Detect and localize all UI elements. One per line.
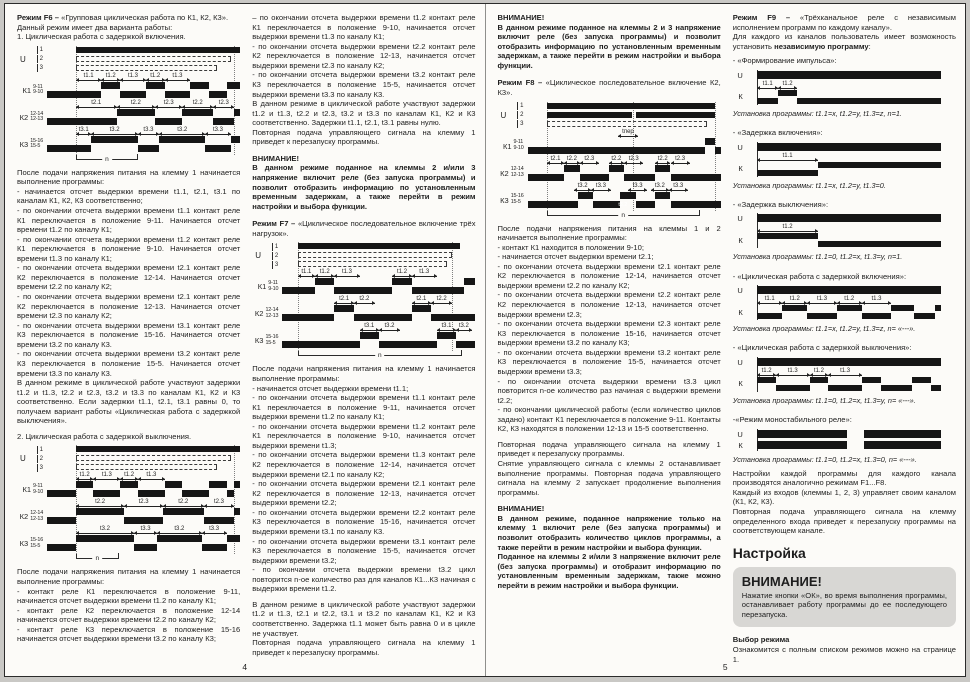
- paragraph: - по окончании отсчета выдержки времени t2.2 контакт реле К2 переключается в положение 12-13, начинается отсчет выдержки времени t2.3;: [497, 290, 721, 319]
- attention-body: [498, 514, 721, 591]
- f6-timing-diagram-2: 1 U 2 3 t1.2 t1.3 t1.2 t1.3 К1 9-11 9-10 t2.2 t2.3 t2.2 t2.3 К2 12-14 12-13 t3.2 t3.3 t3.2 t3.3 К3 15-16 15-5 n: [17, 445, 240, 563]
- f9-program-monostable: [733, 415, 956, 469]
- paragraph: После подачи напряжения питания на клемму 1 начинается выполнение программы:: [252, 364, 476, 383]
- paragraph: - по окончании отсчета выдержки времени t3.1 контакт реле К3 переключается в положение 15-5, начинается отсчет выдержки времени t3.2;: [252, 536, 476, 565]
- f6-variant-2-label: 2. Циклическая работа с задержкой выключения.: [17, 431, 192, 441]
- f9-closing: [733, 469, 956, 536]
- f9-program-label: -«Режим моностабильного реле»:: [732, 415, 852, 424]
- paragraph: Повторная подача управляющего сигнала на клемму 1 приведет к перезапуску программы.: [497, 439, 721, 459]
- f9-program-caption: Установка программы: t1.1=0, t1.2=x, t1.3=y, n= «---».: [732, 395, 916, 405]
- paragraph: - по окончании отсчета выдержки времени t3.3 цикл повторится n-ое количество раз начиная с выдержки времени t2.2;: [497, 376, 721, 405]
- f9-intro: Для каждого из каналов пользователь имеет возможность установить независимую программу:: [732, 32, 956, 51]
- column-f7: [252, 13, 475, 660]
- f9-title: Режим F9 – «Трёхканальное реле с независимым исполнением программ по каждому каналу».: [732, 13, 956, 32]
- f6-subtitle: Данный режим имеет два варианта работы:: [17, 22, 173, 32]
- paragraph: Настройки каждой программы для каждого канала производятся аналогично режимам F1...F8.: [732, 468, 956, 488]
- paragraph: - начинается отсчет выдержки времени t1.1, t2.1, t3.1 по каналам К1, К2, К3 соответственно;: [17, 186, 241, 206]
- paragraph: - по окончании отсчета выдержки времени t2.1 контакт реле К2 переключается в положение 12-13. Начинается отсчет времени t2.3 по каналу К2;: [17, 292, 241, 321]
- attention-block-3: [498, 504, 721, 590]
- paragraph: - по окончании отсчета выдержки времени t2.1 контакт реле К2 переключается в положение 12-14, начинается отсчет выдержки времени t2.2 по каналу К2;: [497, 261, 721, 290]
- f9-diagram-cyclic-on: U t1.1 t1.2 t1.3 t1.2 t1.3 К: [733, 285, 956, 320]
- page-5: [486, 4, 966, 676]
- page-4: [5, 4, 485, 676]
- f9-program-label: - «Задержка выключения»:: [732, 199, 829, 209]
- f9-program-cyclic-off: [733, 343, 956, 410]
- paragraph: - начинается отсчет выдержки времени t2.1;: [497, 252, 654, 262]
- page-number-5: 5: [722, 662, 728, 672]
- f6-body-2: [17, 567, 240, 644]
- attention-title: ВНИМАНИЕ!: [497, 13, 545, 22]
- warning-body: Нажатие кнопки «ОК», во время выполнения программы, останавливает работу программы до ее последующего перезапуска.: [741, 590, 947, 619]
- f9-program-caption: Установка программы: t1.1=x, t1.2=y, t1.3=z, n= «---».: [732, 324, 916, 334]
- f6-body-1: [17, 168, 240, 426]
- f7-timing-diagram: 1 U 2 3 t1.1 t1.2 t1.3 t1.2 t1.3 К1 9-11 9-10 t2.1 t2.2 t2.1 t2.2 К2 12-14 12-13 t3.1 t3.2 t3.1 t3.2 К3 15-16 15-5 n: [252, 242, 475, 360]
- paragraph: - по окончании отсчета выдержки времени t1.3 контакт реле К2 переключается в положение 12-14, начинается отсчет выдержки времени t2.1 по каналу К2;: [252, 450, 476, 479]
- paragraph: - по окончании отсчета выдержки времени t3.1 контакт реле К3 переключается в положение 15-16. Начинается отсчет времени t3.2 по каналу К3.: [17, 320, 241, 349]
- settings-warning-box: [733, 567, 956, 628]
- paragraph: После подачи напряжения питания на клемму 1 начинается выполнение программы:: [17, 167, 241, 187]
- f6-timing-diagram-1: 1 U 2 3 t1.1 t1.2 t1.3 t1.2 t1.3 К1 9-11 9-10 t2.1 t2.2 t2.3 t2.2 t2.3 К2 12-14 12-13 t3.1 t3.2 t3.3 t3.2 t3.3 К3 15-16 15-5 n: [17, 46, 240, 164]
- paragraph: – по окончании отсчета выдержки времени t1.2 контакт реле К1 переключается в положение 9-10, начинается отсчет выдержки времени t1.3 по каналу К1;: [252, 13, 476, 42]
- f9-program-caption: Установка программы: t1.1=0, t1.2=x, t1.3=0, n= «---».: [732, 454, 917, 464]
- paragraph: - по окончании отсчета выдержки времени t1.2 контакт реле К1 переключается в положение 9-10. Начинается отсчет времени t1.3 по каналу К1;: [17, 234, 241, 263]
- f9-program-label: - «Формирование импульса»:: [732, 56, 837, 66]
- mode-select-title: Выбор режима: [732, 635, 790, 645]
- attention-body: В данном режиме поданное на клеммы 2 и 3 напряжение включит реле (без запуска программы) и позволит отобразить информацию по установленным временным задержкам, а также перейти в режим настройки и выбора функции.: [497, 22, 721, 70]
- column-f9: [732, 13, 956, 664]
- paragraph: В данном режиме в циклической работе участвуют задержки t1.2 и t1.3, t2.1 и t2.2, t3.1 и t3.2 по каналам К1, К2 и К3 соответственно. Задержка t1.1 может быть равна 0 и в цикле не участвует.: [252, 599, 476, 638]
- f9-program-caption: Установка программы: t1.1=x, t1.2=y, t1.3=z, n=1.: [732, 108, 902, 118]
- f9-program-label: - «Циклическая работа с задержкой включения»:: [732, 271, 907, 281]
- attention-block-2: [498, 13, 721, 70]
- settings-heading: Настройка: [732, 544, 806, 561]
- paragraph: - контакт реле К3 переключается в положение 15-16 начинается отсчет выдержки времени t3.2 по каналу К3;: [17, 624, 241, 644]
- f9-program-caption: Установка программы: t1.1=0, t1.2=x, t1.3=y, n=1.: [732, 252, 903, 262]
- f7-title: Режим F7 – «Циклическое последовательное включение трёх нагрузок».: [252, 219, 476, 238]
- paragraph: - по окончании отсчета выдержки времени t1.1 контакт реле К1 переключается в положение 9-11, начинается отсчет выдержки времени t1.2 по каналу К1;: [252, 393, 476, 422]
- paragraph: Повторная подача управляющего сигнала на клемму определенного входа приведет к перезапуску программы на соответствующем канале.: [732, 507, 956, 536]
- paragraph: В данном режиме в циклической работе участвуют задержки t1.2 и t1.3, t2.2 и t2.3, t3.2 и t3.3 по каналам К1, К2 и К3 соответственно. Если задержки t1.1, t2.1, t3.1 равны 0, то получаем вариант работы «Циклическая работа с задержкой выключения».: [17, 378, 241, 426]
- page-number-4: 4: [242, 662, 248, 672]
- paragraph: После подачи напряжения питания на клемму 1 начинается выполнение программы:: [17, 567, 241, 586]
- f9-diagram-impulse: U t1.1 t1.2 К: [733, 70, 956, 105]
- f9-program-caption: Установка программы: t1.1=x, t1.2=y, t1.3=0.: [732, 180, 886, 190]
- paragraph: Повторная подача управляющего сигнала на клемму 1 приведет к перезапуску программы.: [252, 127, 476, 147]
- paragraph: - по окончании отсчета выдержки времени t3.2 контакт реле К3 переключается в положение 15-5, начинается отсчет выдержки времени t3.3 по каналу К3.: [252, 70, 476, 99]
- attention-body: В данном режиме поданное на клеммы 2 и/или 3 напряжение включит реле (без запуска программы) и позволит отобразить информацию по установленным временным задержкам, а также перейти в режим настройки и выбора функции.: [252, 163, 476, 211]
- warning-title: ВНИМАНИЕ!: [741, 573, 822, 589]
- paragraph: - контакт К1 находится в положении 9-10;: [497, 242, 644, 252]
- paragraph: - по окончании отсчета выдержки времени t2.3 контакт реле К3 переключается в положение 15-16, начинается отсчет выдержки времени t3.2 по каналу К3;: [497, 319, 721, 348]
- paragraph: - по окончании отсчета выдержки времени t3.2 контакт реле К3 переключается в положение 15-5. Начинается отсчет времени t3.3 по каналу К3.: [17, 349, 241, 378]
- f8-timing-diagram: 1 U 2 3 tпер К1 9-11 9-10 t2.1 t2.2 t2.3 t2.2 t2.3 t2.2 t2.3 К2 12-14 12-13 t3.2 t3.3 t3.3 t3.2 t3.3 К3 15-16 15-5 t3.2 n: [498, 102, 721, 220]
- f9-program-cyclic-on: [733, 272, 956, 339]
- paragraph: В данном режиме, поданное напряжение только на клемму 1 включит реле (без запуска программы) и позволит отобразить количество циклов программы, а также перейти в режим настройки и выбора функции.: [497, 513, 721, 552]
- f9-diagram-monostable: U К: [733, 429, 956, 451]
- attention-title: ВНИМАНИЕ!: [497, 504, 545, 514]
- paragraph: - по окончании отсчета выдержки времени t2.2 контакт реле К2 переключается в положение 12-13, начинается отсчет выдержки времени t2.3 по каналу К2;: [252, 41, 476, 70]
- f9-diagram-off-delay: U t1.2 К: [733, 213, 956, 248]
- f9-program-label: - «Циклическая работа с задержкой выключения»:: [732, 343, 912, 353]
- paragraph: Повторная подача управляющего сигнала на клемму 1 приведет к перезапуску программы.: [252, 638, 476, 657]
- paragraph: Поданное на клеммы 2 и/или 3 напряжение включит реле (без запуска программы) и отобразит информацию по установленным временным задержкам, также можно перейти в режим настройки и выбора функции.: [497, 552, 721, 590]
- f9-diagram-on-delay: U t1.1 К: [733, 142, 956, 177]
- paragraph: - контакт реле К2 переключается в положение 12-14 начинается отсчет выдержки времени t2.2 по каналу К2;: [17, 605, 241, 625]
- paragraph: - по окончании отсчета выдержки времени t1.1 контакт реле К1 переключается в положение 9-11. Начинается отсчет времени t1.2 по каналу К1;: [17, 205, 241, 235]
- paragraph: В данном режиме в циклической работе участвуют задержки t1.2 и t1.3, t2.2 и t2.3, t3.2 и t3.3 по каналам К1, К2 и К3 соответственно. Задержки t1.1, t2.1, t3.1 равны нулю.: [252, 99, 476, 128]
- f7-body: [252, 364, 475, 657]
- paragraph: Каждый из входов (клеммы 1, 2, 3) управляет своим каналом (К1, К2, К3).: [732, 487, 956, 507]
- f6-title: Режим F6 – «Групповая циклическая работа по К1, К2, К3».: [17, 13, 229, 22]
- f9-program-on-delay: [733, 128, 956, 195]
- f6-variant-1-label: 1. Циклическая работа с задержкой включения.: [17, 32, 186, 42]
- paragraph: - по окончании отсчета выдержки времени t1.2 контакт реле К1 переключается в положение 9-10, начинается отсчет выдержки времени t1.3;: [252, 421, 476, 450]
- f9-program-off-delay: [733, 200, 956, 267]
- paragraph: - по окончании отсчета выдержки времени t2.1 контакт реле К2 переключается в положение 12-14. Начинается отсчет времени t2.2 по каналу К2;: [17, 263, 241, 292]
- column-f8: [498, 13, 721, 660]
- paragraph: Снятие управляющего сигнала с клеммы 2 останавливает выполнение программы. Повторная подача управляющего сигнала на клемму 2 запускает продолжение выполнения программы.: [497, 459, 721, 497]
- f9-program-label: - «Задержка включения»:: [732, 128, 823, 137]
- paragraph: После подачи напряжения питания на клеммы 1 и 2 начинается выполнение программы:: [497, 223, 721, 243]
- column-f6: [17, 13, 240, 660]
- f9-diagram-cyclic-off: U t1.2 t1.3 t1.2 t1.3 К: [733, 357, 956, 392]
- paragraph: - по окончании отсчета выдержки времени t3.2 цикл повторится n-ое количество раз для каналов К1...К3 начиная с выдержки времени t1.2.: [252, 565, 476, 594]
- paragraph: - по окончании отсчета выдержки времени t2.1 контакт реле К2 переключается в положение 12-13, начинается отсчет выдержки времени t2.2;: [252, 479, 476, 508]
- mode-select-body: Ознакомится с полным списком режимов можно на странице 1.: [732, 644, 956, 664]
- paragraph: - контакт реле К1 переключается в положение 9-11, начинается отсчет выдержки времени t1.2 по каналу К1;: [17, 586, 241, 606]
- f8-title: Режим F8 – «Циклическое последовательное включение К2, К3».: [497, 78, 721, 97]
- scanned-manual-sheet: [4, 3, 966, 677]
- paragraph: - по окончании отсчета выдержки времени t3.2 контакт реле К3 переключается в положение 15-5, начинается отсчет выдержки времени t3.3;: [497, 347, 721, 376]
- paragraph: - по окончании отсчета выдержки времени t2.2 контакт реле К3 переключается в положение 15-16, начинается отсчет выдержки времени t3.1 по каналу К3.: [252, 507, 476, 536]
- paragraph: - по окончании циклической работы (если количество циклов задано) контакт К1 переключается в положение 9-11. Контакты К2, К3 находятся в положении 12-13 и 15-5 соответственно.: [497, 405, 721, 434]
- f6-continuation: [252, 13, 475, 147]
- paragraph: - начинается отсчет выдержки времени t1.1;: [252, 383, 409, 393]
- attention-title: ВНИМАНИЕ!: [252, 153, 300, 163]
- attention-block-1: [252, 154, 475, 211]
- f9-program-impulse: [733, 56, 956, 123]
- f8-body: [498, 224, 721, 498]
